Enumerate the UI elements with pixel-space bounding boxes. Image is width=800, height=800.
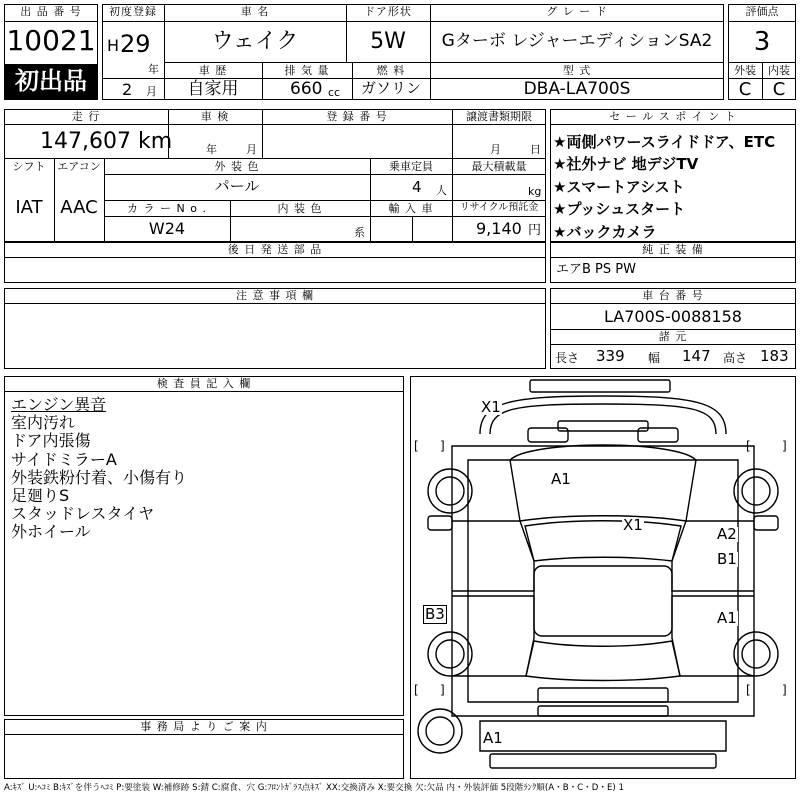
- displacement-unit: cc: [328, 86, 341, 99]
- inspector-note: サイドミラーA: [11, 449, 117, 469]
- sales-points-label: セ ー ル ス ポ イ ン ト: [609, 110, 737, 123]
- lot-label: 出 品 番 号: [20, 5, 82, 18]
- displacement-label: 排 気 量: [284, 64, 330, 77]
- inspection-month-unit: 月: [246, 143, 257, 156]
- height-value: 183: [760, 347, 789, 365]
- sales-point-item: ★両側パワースライドドア、ETC: [553, 133, 776, 151]
- width-label: 幅: [648, 351, 661, 365]
- model: DBA-LA700S: [523, 79, 631, 99]
- svg-text:[: [: [414, 683, 419, 697]
- standard-equipment-label: 純 正 装 備: [642, 243, 704, 256]
- damage-mark-hood: A1: [551, 470, 571, 488]
- damage-mark-right-rear: A1: [717, 609, 737, 627]
- fuel: ガソリン: [360, 79, 421, 97]
- width-value: 147: [682, 347, 711, 365]
- car-name: ウェイク: [211, 29, 299, 54]
- length-value: 339: [596, 347, 625, 365]
- damage-mark-right-rear-door: B1: [717, 550, 737, 568]
- mileage-label: 走 行: [71, 110, 101, 123]
- exterior-rating-label: 外装: [734, 64, 756, 77]
- color-no: W24: [148, 219, 186, 238]
- registration-label: 初度登録: [109, 5, 157, 18]
- inspector-note: エンジン異音: [11, 395, 107, 414]
- later-parts-label: 後 日 発 送 部 品: [227, 243, 323, 256]
- svg-text:]: ]: [782, 683, 787, 697]
- office-label: 事 務 局 よ り ご 案 内: [140, 720, 268, 733]
- svg-text:[: [: [746, 439, 751, 453]
- import-label: 輸 入 車: [388, 202, 434, 215]
- plate-label: 登 録 番 号: [326, 110, 388, 123]
- svg-text:]: ]: [440, 439, 445, 453]
- damage-mark-front-bumper: X1: [481, 398, 501, 416]
- inspector-note: 外ホイール: [11, 522, 91, 542]
- fuel-label: 燃 料: [376, 64, 406, 77]
- mileage-unit: km: [138, 129, 173, 154]
- aircon-value: AAC: [60, 197, 98, 218]
- door-type: 5W: [370, 29, 406, 54]
- score-label: 評価点: [745, 5, 779, 18]
- sales-point-item: ★プッシュスタート: [553, 200, 686, 219]
- grade: Gターボ レジャーエディションSA2: [441, 31, 713, 51]
- capacity-value: 4: [412, 178, 422, 196]
- specs-label: 諸 元: [658, 330, 688, 343]
- registration-era: H: [107, 36, 120, 55]
- interior-rating: C: [772, 79, 786, 100]
- model-label: 型 式: [562, 64, 592, 77]
- standard-equipment: エアB PS PW: [556, 262, 636, 277]
- inspector-notes: [11, 396, 187, 542]
- color-no-label: カ ラ ー N o .: [127, 202, 207, 215]
- history: 自家用: [187, 79, 239, 99]
- sales-points-list: [553, 131, 775, 243]
- max-load-unit: kg: [528, 185, 542, 198]
- first-listing-label: 初出品: [15, 67, 87, 95]
- damage-mark-left-rear: B3: [425, 605, 445, 623]
- exterior-color: パール: [214, 177, 260, 195]
- damage-mark-roof: X1: [623, 516, 643, 534]
- inspector-note: ドア内張傷: [11, 431, 91, 451]
- interior-color-unit: 系: [354, 226, 365, 239]
- svg-text:]: ]: [440, 683, 445, 697]
- interior-rating-label: 内装: [768, 64, 790, 77]
- sales-point-item: ★社外ナビ 地デジTV: [553, 155, 699, 174]
- registration-year: 29: [120, 30, 151, 58]
- shift-label: シフト: [12, 160, 46, 173]
- chassis-number: LA700S-0088158: [604, 307, 742, 326]
- recycle-value: 9,140: [476, 219, 522, 238]
- inspector-note: 室内汚れ: [11, 413, 76, 433]
- transfer-docs-label: 譲渡書類期限: [466, 110, 532, 123]
- svg-text:[: [: [414, 439, 419, 453]
- length-label: 長さ: [555, 351, 580, 365]
- inspector-note: 足廻りS: [11, 486, 70, 506]
- capacity-unit: 人: [436, 184, 447, 197]
- aircon-label: エアコン: [57, 160, 101, 173]
- shift-value: IAT: [15, 197, 43, 218]
- mileage-value: 147,607: [40, 129, 131, 154]
- svg-text:[: [: [746, 683, 751, 697]
- chassis-label: 車 台 番 号: [642, 289, 704, 302]
- interior-color-label: 内 装 色: [277, 202, 323, 215]
- damage-mark-right-front-door: A2: [717, 525, 737, 543]
- door-type-label: ドア形状: [364, 5, 412, 18]
- inspection-year-unit: 年: [206, 143, 217, 156]
- displacement: 660: [290, 79, 323, 99]
- inspector-label: 検 査 員 記 入 欄: [156, 377, 252, 390]
- recycle-label: リサイクル預託金: [459, 202, 539, 213]
- car-diagram: [410, 376, 796, 779]
- svg-text:]: ]: [782, 439, 787, 453]
- car-name-label: 車 名: [240, 5, 270, 18]
- sales-point-item: ★バックカメラ: [553, 222, 657, 241]
- registration-year-unit: 年: [148, 63, 159, 76]
- score: 3: [753, 27, 771, 57]
- height-label: 高さ: [723, 351, 748, 365]
- recycle-unit: 円: [528, 223, 542, 238]
- damage-mark-rear-bumper: A1: [483, 729, 503, 747]
- registration-month: 2: [122, 80, 133, 99]
- exterior-rating: C: [738, 79, 752, 100]
- exterior-color-label: 外 装 色: [214, 160, 260, 173]
- inspector-note: スタッドレスタイヤ: [11, 504, 155, 524]
- inspection-label: 車 検: [200, 110, 230, 123]
- legend: A:ｷｽﾞ U:ﾍｺﾐ B:ｷｽﾞを伴うﾍｺﾐ P:要塗装 W:補修跡 S:錆 C:腐食、穴 G:ﾌﾛﾝﾄｶﾞﾗｽ点ｷｽﾞ XX:交換済み X:要交換 欠:欠品 内・外装評価 5段階ﾗﾝｸ順(A・B・C・D・E) 1: [4, 783, 624, 793]
- transfer-day-unit: 日: [530, 143, 541, 156]
- history-label: 車 歴: [198, 64, 228, 77]
- transfer-month-unit: 月: [490, 143, 501, 156]
- lot-number: 10021: [6, 24, 96, 57]
- notes-label: 注 意 事 項 欄: [236, 289, 314, 302]
- max-load-label: 最大積載量: [471, 160, 527, 173]
- capacity-label: 乗車定員: [389, 160, 433, 173]
- registration-month-unit: 月: [146, 85, 157, 98]
- grade-label: グ レ ー ド: [546, 5, 608, 18]
- sales-point-item: ★スマートアシスト: [553, 177, 685, 196]
- inspector-note: 外装鉄粉付着、小傷有り: [11, 467, 188, 487]
